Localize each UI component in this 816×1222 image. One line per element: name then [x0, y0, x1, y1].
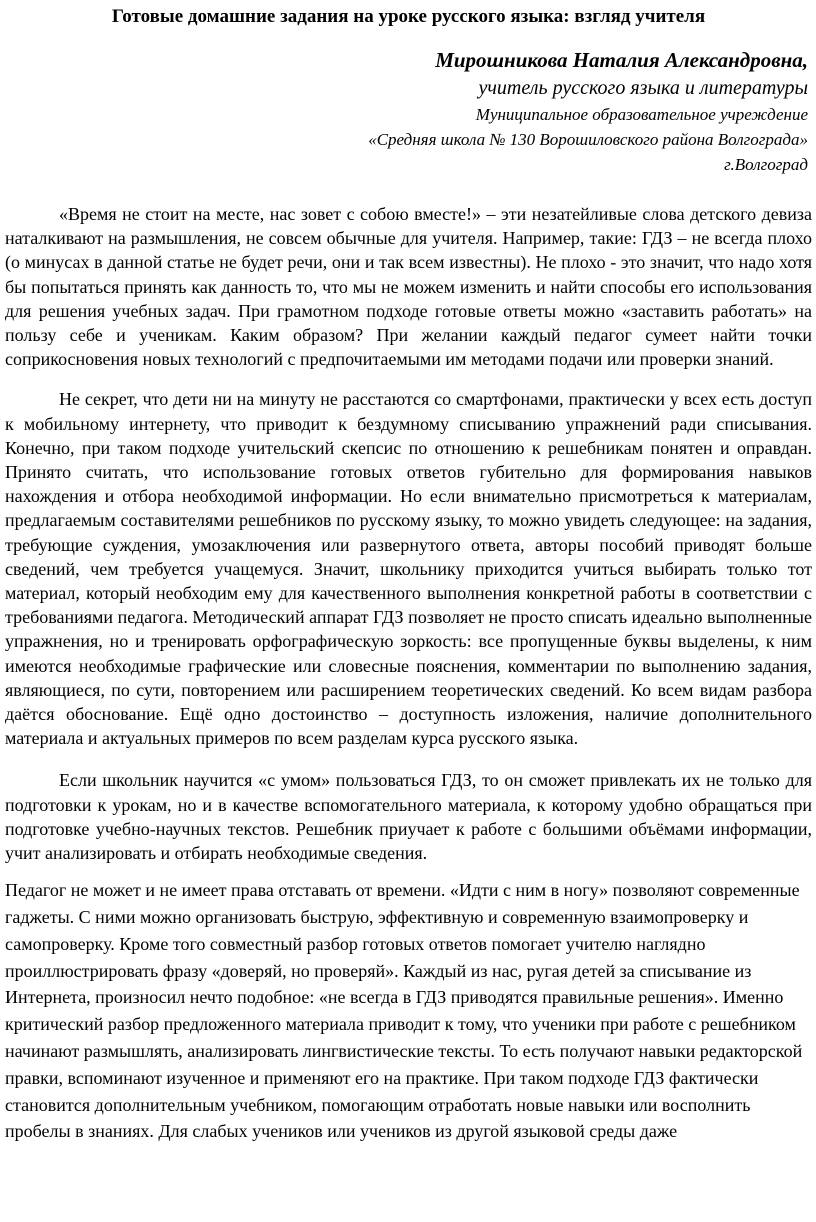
author-name: Мирошникова Наталия Александровна, [435, 48, 808, 72]
author-city: г.Волгоград [724, 155, 808, 174]
paragraph-2: Не секрет, что дети ни на минуту не расстаются со смартфонами, практически у всех есть доступ к мобильному интернету, что приводит к бездумному списыванию упражнений ради списывания. Конечно, при таком подходе учительский скепсис по отношению к решебникам понятен и оправдан. Принято считать, что использование готовых ответов губительно для формирования навыков нахождения и отбора необходимой информации. Но если внимательно присмотреться к материалам, предлагаемым составителями решебников по русскому языку, то можно увидеть следующее: на задания, требующие суждения, умозаключения или развернутого ответа, авторы пособий приводят больше сведений, чем требуется учащемуся. Значит, школьнику приходится учиться выбирать только тот материал, который необходим ему для качественного выполнения конкретной работы в соответствии с требованиями педагога. Методический аппарат ГДЗ позволяет не просто списать идеально выполненные упражнения, но и тренировать орфографическую зоркость: все пропущенные буквы выделены, к ним имеются необходимые графические или словесные пояснения, комментарии по выполнению задания, являющиеся, по сути, повторением или расширением теоретических сведений. Ко всем видам разбора даётся обоснование. Ещё одно достоинство – доступность изложения, наличие дополнительного материала и актуальных примеров по всем разделам курса русского языка. [5, 389, 812, 749]
author-institution-line-1: Муниципальное образовательное учреждение [475, 105, 808, 124]
paragraph-1: «Время не стоит на месте, нас зовет с собою вместе!» – эти незатейливые слова детского девиза наталкивают на размышления, не совсем обычные для учителя. Например, такие: ГДЗ – не всегда плохо (о минусах в данной статье не будет речи, они и так всем известны). Не плохо - это значит, что надо хотя бы попытаться принять как данность то, что мы не можем изменить и найти способы его использования для решения учебных задач. При грамотном подходе готовые ответы можно «заставить работать» на пользу себе и ученикам. Каким образом? При желании каждый педагог сумеет найти точки соприкосновения новых технологий с предпочитаемыми им методами подачи или проверки знаний. [5, 204, 812, 370]
document-title: Готовые домашние задания на уроке русского языка: взгляд учителя [111, 6, 706, 27]
paragraph-3: Если школьник научится «с умом» пользоваться ГДЗ, то он сможет привлекать их не только для подготовки к урокам, но и в качестве вспомогательного материала, к которому удобно обращаться при подготовке учебно-научных текстов. Решебник приучает к работе с большими объёмами информации, учит анализировать и отбирать необходимые сведения. [5, 770, 812, 864]
author-block [5, 46, 812, 177]
article-body [5, 202, 812, 1145]
author-role: учитель русского языка и литературы [478, 77, 808, 99]
author-institution-line-2: «Средняя школа № 130 Ворошиловского района Волгограда» [368, 130, 808, 149]
paragraph-4: Педагог не может и не имеет права отставать от времени. «Идти с ним в ногу» позволяют современные гаджеты. С ними можно организовать быструю, эффективную и современную взаимопроверку и самопроверку. Кроме того совместный разбор готовых ответов помогает учителю наглядно проиллюстрировать фразу «доверяй, но проверяй». Каждый из нас, ругая детей за списывание из Интернета, произносил нечто подобное: «не всегда в ГДЗ приводятся правильные решения». Именно критический разбор предложенного материала приводит к тому, что ученики при работе с решебником начинают размышлять, анализировать лингвистические тексты. То есть получают навыки редакторской правки, вспоминают изученное и применяют его на практике. При таком подходе ГДЗ фактически становится дополнительным учебником, помогающим отработать новые навыки или восполнить пробелы в знаниях. Для слабых учеников или учеников из другой языковой среды даже [5, 880, 803, 1142]
